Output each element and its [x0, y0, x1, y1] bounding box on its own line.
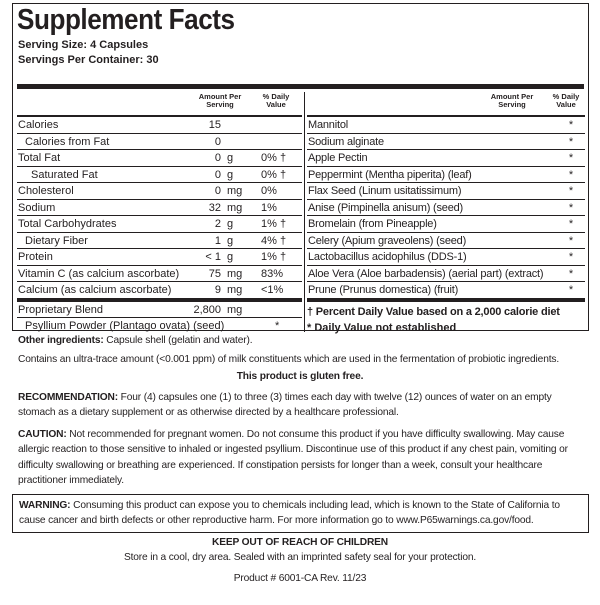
nutrient-row — [17, 167, 302, 184]
nutrient-row — [307, 249, 585, 266]
nutrient-name: Flax Seed (Linum usitatissimum) — [308, 185, 462, 197]
nutrient-row — [307, 216, 585, 233]
text: Four (4) capsules one (1) to three (3) times each day with twelve (12) ounces of water on an empty stomach as a dietary supplement or as otherwise directed by a healthcare professional. — [18, 391, 552, 418]
nutrient-row — [17, 134, 302, 151]
amount-header: Amount Per Serving — [490, 92, 534, 109]
nutrient-name: Prune (Prunus domestica) (fruit) — [308, 284, 459, 296]
product-number: Product # 6001-CA Rev. 11/23 — [233, 572, 367, 584]
amount: < 1 — [205, 251, 221, 263]
nutrient-name: Calcium (as calcium ascorbate) — [18, 284, 172, 296]
nutrient-row — [17, 233, 302, 250]
amount: 15 — [208, 119, 221, 131]
nutrient-name: Sodium — [18, 201, 56, 214]
other-ingredients — [18, 333, 588, 349]
nutrient-row — [17, 200, 302, 217]
nutrient-name: Anise (Pimpinella anisum) (seed) — [308, 201, 463, 214]
unit: mg — [227, 284, 243, 296]
panel-title: Supplement Facts — [17, 4, 235, 36]
dv-header: % Daily Value — [262, 92, 290, 109]
nutrient-name: Peppermint (Mentha piperita) (leaf) — [308, 168, 472, 181]
divider — [307, 298, 585, 302]
nutrient-name: Bromelain (from Pineapple) — [308, 218, 437, 230]
daily-value: * — [568, 234, 574, 247]
label: Other ingredients: — [18, 335, 104, 346]
daily-value: * — [568, 251, 574, 263]
column-divider — [304, 92, 305, 332]
daily-value: * — [568, 135, 574, 148]
daily-value: 0% † — [261, 168, 287, 181]
amount-header: Amount Per Serving — [198, 92, 242, 109]
nutrient-name: Protein — [18, 251, 53, 263]
unit: g — [227, 152, 234, 164]
servings-per-container: Servings Per Container: 30 — [18, 54, 159, 66]
nutrient-name: Cholesterol — [18, 185, 74, 197]
daily-value: 0% † — [261, 152, 287, 164]
nutrient-name: Psyllium Powder (Plantago ovata) (seed) — [25, 320, 225, 332]
footnote-dagger: † Percent Daily Value based on a 2,000 calorie diet — [307, 305, 560, 318]
daily-value: 4% † — [261, 234, 287, 247]
nutrient-row — [307, 233, 585, 250]
label: RECOMMENDATION: — [18, 391, 118, 403]
unit: mg — [227, 185, 243, 197]
left-header — [17, 92, 302, 117]
daily-value: * — [568, 119, 574, 131]
daily-value: * — [568, 201, 574, 214]
nutrient-name: Dietary Fiber — [25, 234, 88, 247]
amount: 9 — [214, 284, 221, 296]
right-header — [307, 92, 585, 117]
recommendation — [18, 390, 588, 421]
amount: 0 — [214, 168, 221, 181]
unit: g — [227, 168, 234, 181]
supplement-facts-panel — [12, 3, 589, 334]
nutrient-name: Calories — [18, 119, 59, 131]
daily-value: * — [568, 152, 574, 164]
left-column — [17, 92, 302, 335]
nutrient-row — [17, 183, 302, 200]
nutrient-row — [307, 266, 585, 283]
right-column — [307, 92, 585, 336]
nutrient-row — [307, 183, 585, 200]
text: Not recommended for pregnant women. Do not consume this product if you have difficulty swallowing. May cause allergic reaction to those sensitive to inhaled or ingested psyllium. Discontinue use of this product if any chest pain, vomiting or difficulty swallowing or breathing are experienced. If constipation persists for longer than a week, consult your healthcare practitioner immediately. — [18, 428, 568, 486]
nutrient-name: Aloe Vera (Aloe barbadensis) (aerial part) (extract) — [308, 267, 544, 280]
daily-value: * — [568, 185, 574, 197]
footnote-star: * Daily Value not established — [307, 321, 457, 334]
nutrient-name: Vitamin C (as calcium ascorbate) — [18, 267, 180, 280]
daily-value: 83% — [261, 267, 284, 280]
nutrient-row — [17, 302, 302, 319]
unit: mg — [227, 267, 243, 280]
amount: 32 — [208, 201, 221, 214]
dv-header: % Daily Value — [552, 92, 580, 109]
warning-box — [12, 494, 589, 533]
nutrient-row — [307, 117, 585, 134]
nutrient-name: Sodium alginate — [308, 135, 384, 148]
daily-value: 1% † — [261, 251, 287, 263]
unit: mg — [227, 201, 243, 214]
storage: Store in a cool, dry area. Sealed with an imprinted safety seal for your protection. — [123, 552, 477, 563]
daily-value: * — [568, 168, 574, 181]
text: Consuming this product can expose you to chemicals including lead, which is known to the State of California to cause cancer and birth defects or other reproductive harm. For more information go to www.P65warnings.ca.gov/food. — [19, 499, 560, 526]
nutrient-name: Saturated Fat — [31, 168, 98, 181]
caution — [18, 427, 588, 489]
nutrient-name: Celery (Apium graveolens) (seed) — [308, 234, 467, 247]
nutrient-name: Total Fat — [18, 152, 61, 164]
daily-value: <1% — [261, 284, 284, 296]
daily-value: * — [568, 284, 574, 296]
nutrient-row — [307, 200, 585, 217]
amount: 0 — [214, 152, 221, 164]
daily-value: 1% † — [261, 218, 287, 230]
daily-value: * — [568, 218, 574, 230]
divider — [17, 84, 584, 89]
nutrient-row — [307, 167, 585, 184]
unit: g — [227, 234, 234, 247]
unit: g — [227, 251, 234, 263]
nutrient-name: Total Carbohydrates — [18, 218, 117, 230]
daily-value: * — [275, 320, 280, 332]
label-text — [0, 333, 600, 586]
serving-size: Serving Size: 4 Capsules — [18, 39, 149, 51]
amount: 2 — [214, 218, 221, 230]
daily-value: 0% — [261, 185, 277, 197]
amount: 0 — [214, 185, 221, 197]
amount: 0 — [214, 135, 221, 148]
daily-value: 1% — [261, 201, 277, 214]
nutrient-name: Calories from Fat — [25, 135, 110, 148]
text: Capsule shell (gelatin and water). — [103, 335, 253, 346]
nutrient-row — [307, 282, 585, 299]
label: CAUTION: — [18, 428, 67, 440]
unit: g — [227, 218, 234, 230]
daily-value: * — [568, 267, 574, 280]
amount: 75 — [208, 267, 221, 280]
trace-statement: Contains an ultra-trace amount (<0.001 ppm) of milk constituents which are used in the fermentation of probiotic ingredients. — [18, 353, 560, 365]
label: WARNING: — [19, 499, 71, 511]
nutrient-row — [17, 150, 302, 167]
nutrient-row — [307, 134, 585, 151]
nutrient-row — [17, 249, 302, 266]
unit: mg — [227, 303, 243, 316]
nutrient-name: Lactobacillus acidophilus (DDS-1) — [308, 251, 467, 263]
nutrient-row — [17, 266, 302, 283]
amount: 1 — [214, 234, 221, 247]
gluten-free: This product is gluten free. — [236, 371, 364, 382]
nutrient-row — [307, 150, 585, 167]
nutrient-row — [17, 117, 302, 134]
nutrient-row — [17, 282, 302, 299]
nutrient-row — [17, 216, 302, 233]
keep-out-of-reach: KEEP OUT OF REACH OF CHILDREN — [211, 536, 388, 548]
nutrient-name: Apple Pectin — [308, 152, 368, 164]
amount: 2,800 — [193, 303, 221, 316]
nutrient-name: Mannitol — [308, 119, 348, 131]
nutrient-name: Proprietary Blend — [18, 303, 103, 316]
